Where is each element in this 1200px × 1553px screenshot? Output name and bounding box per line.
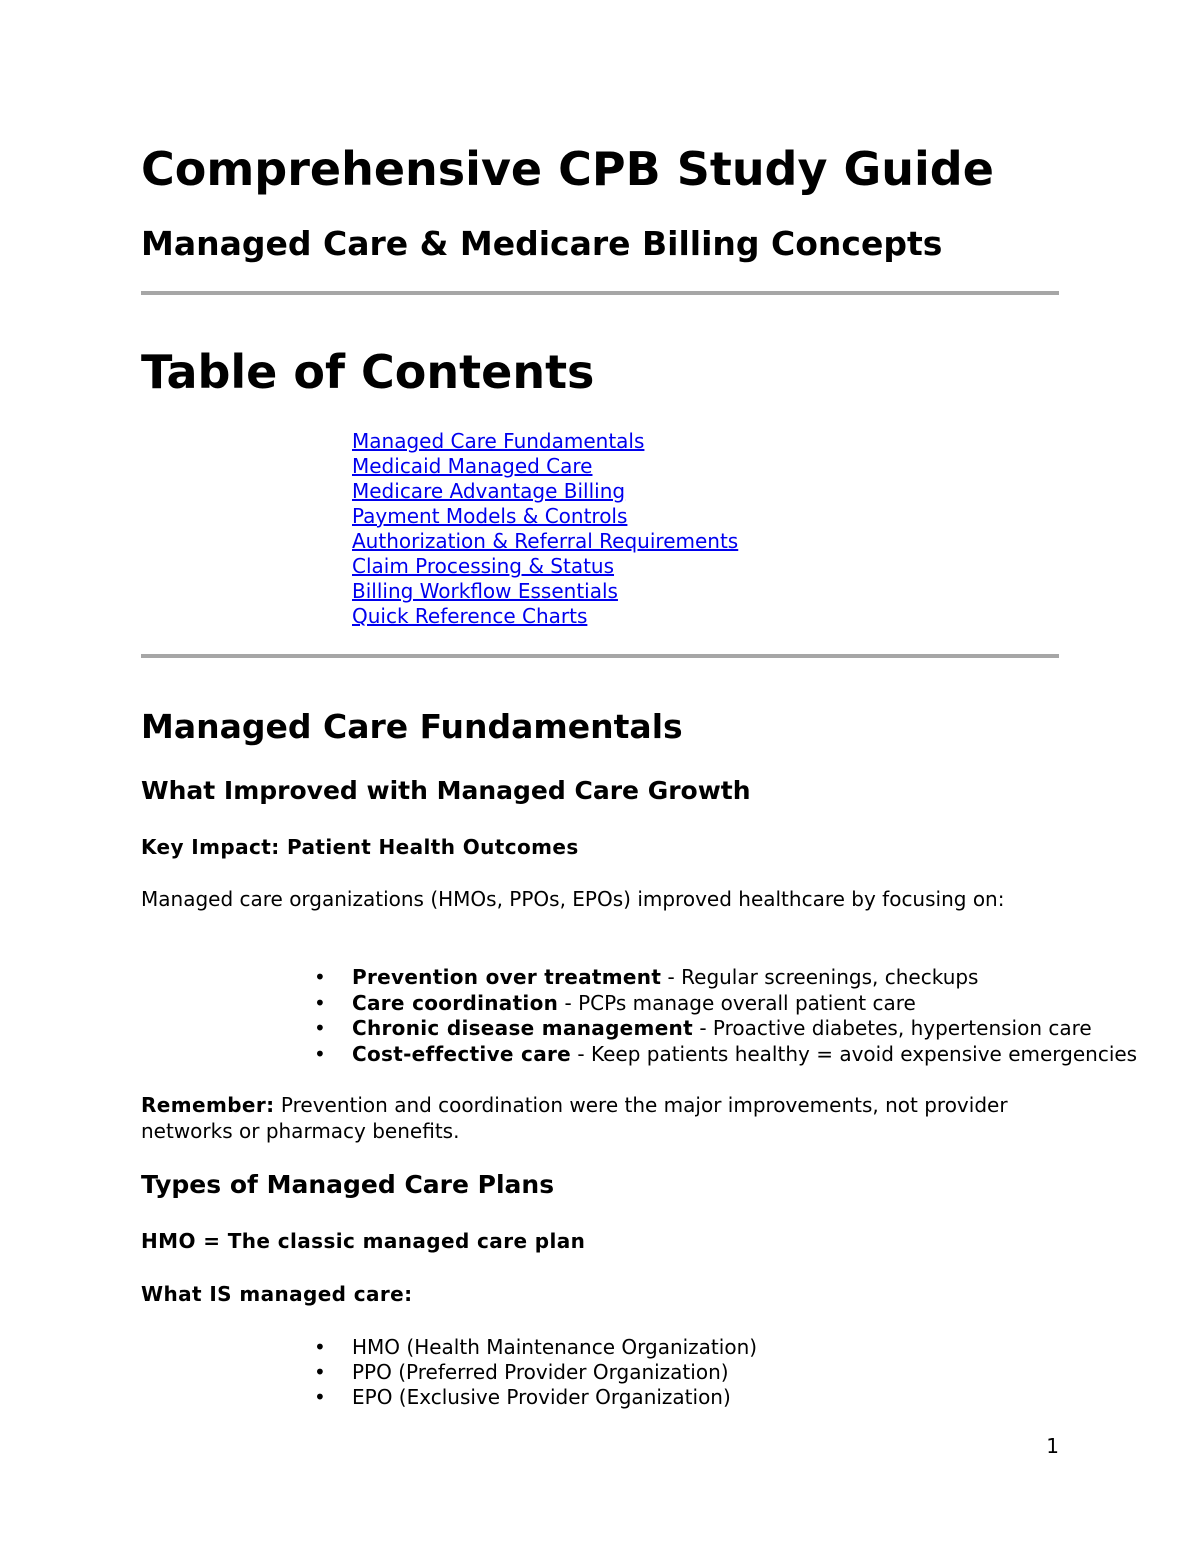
list-item-text: EPO (Exclusive Provider Organization) (352, 1385, 731, 1409)
page-number: 1 (1046, 1434, 1059, 1458)
bullet-desc: - Keep patients healthy = avoid expensive emergencies (571, 1042, 1138, 1066)
toc-link-quick-reference[interactable]: Quick Reference Charts (352, 604, 588, 628)
bullet-desc: - Proactive diabetes, hypertension care (692, 1016, 1092, 1040)
hmo-classic-label: HMO = The classic managed care plan (141, 1229, 586, 1253)
bullet-term: Cost-effective care (352, 1042, 572, 1066)
bullet-icon: • (314, 965, 326, 989)
toc-link-payment-models[interactable]: Payment Models & Controls (352, 504, 628, 528)
bullet-icon: • (314, 991, 326, 1015)
horizontal-rule (141, 291, 1059, 295)
subsection-heading: Types of Managed Care Plans (141, 1170, 555, 1199)
toc-link-managed-care-fundamentals[interactable]: Managed Care Fundamentals (352, 429, 645, 453)
toc-heading: Table of Contents (141, 345, 595, 399)
bullet-term: Prevention over treatment (352, 965, 662, 989)
toc-link-billing-workflow[interactable]: Billing Workflow Essentials (352, 579, 618, 603)
toc-link-medicare-advantage-billing[interactable]: Medicare Advantage Billing (352, 479, 626, 503)
list-item-text: PPO (Preferred Provider Organization) (352, 1360, 729, 1384)
toc-link-authorization-referral[interactable]: Authorization & Referral Requirements (352, 529, 739, 553)
list-item-text: HMO (Health Maintenance Organization) (352, 1335, 758, 1359)
remember-label: Remember: (141, 1093, 275, 1117)
bullet-icon: • (314, 1335, 326, 1359)
remember-paragraph (141, 1092, 1061, 1144)
bullet-desc: - Regular screenings, checkups (661, 965, 979, 989)
remember-text: Prevention and coordination were the major improvements, not provider networks or pharmacy benefits. (141, 1093, 1008, 1143)
intro-paragraph: Managed care organizations (HMOs, PPOs, EPOs) improved healthcare by focusing on: (141, 887, 1005, 911)
toc-link-medicaid-managed-care[interactable]: Medicaid Managed Care (352, 454, 593, 478)
horizontal-rule (141, 654, 1059, 658)
bullet-desc: - PCPs manage overall patient care (558, 991, 916, 1015)
subsection-heading: What Improved with Managed Care Growth (141, 776, 751, 805)
bullet-icon: • (314, 1385, 326, 1409)
document-title: Comprehensive CPB Study Guide (141, 142, 994, 196)
what-is-label: What IS managed care: (141, 1282, 413, 1306)
section-heading: Managed Care Fundamentals (141, 707, 683, 746)
key-impact-label: Key Impact: Patient Health Outcomes (141, 835, 579, 859)
bullet-icon: • (314, 1360, 326, 1384)
bullet-icon: • (314, 1042, 326, 1066)
bullet-term: Care coordination (352, 991, 559, 1015)
document-subtitle: Managed Care & Medicare Billing Concepts (141, 224, 943, 263)
bullet-term: Chronic disease management (352, 1016, 693, 1040)
toc-link-claim-processing[interactable]: Claim Processing & Status (352, 554, 615, 578)
bullet-icon: • (314, 1016, 326, 1040)
